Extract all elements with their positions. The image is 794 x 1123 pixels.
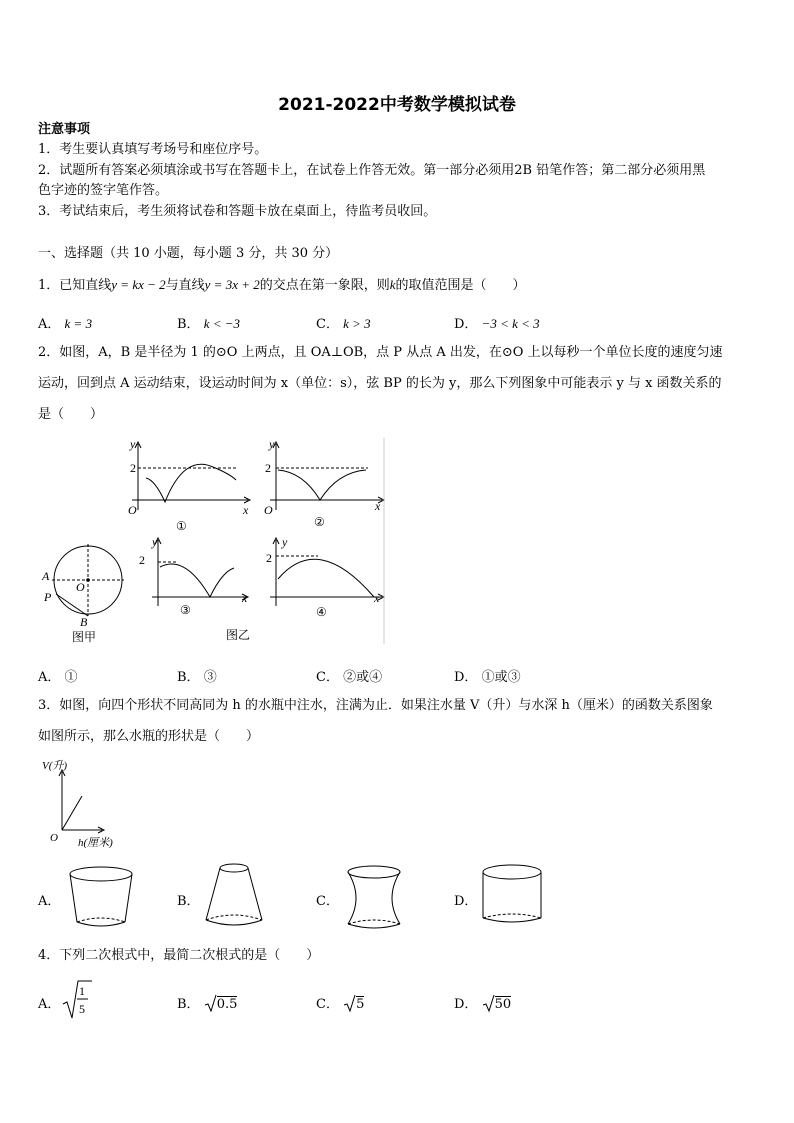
graph1-origin: O bbox=[128, 503, 137, 517]
sqrt-icon bbox=[204, 994, 217, 1014]
q2-option-a[interactable] bbox=[38, 666, 78, 685]
caption-left: 图甲 bbox=[72, 630, 97, 644]
option-text: ① bbox=[64, 670, 78, 685]
q1-text-3: 的交点在第一象限，则 bbox=[259, 278, 390, 293]
q4-option-c[interactable] bbox=[316, 993, 364, 1012]
question-2-line-2: 运动，回到点 A 运动结束，设运动时间为 x（单位：s），弦 BP 的长为 y，那么下列图象中可能表示 y 与 x 函数关系的 bbox=[38, 376, 722, 391]
option-label: D． bbox=[454, 317, 478, 332]
q1-option-b[interactable] bbox=[177, 313, 240, 332]
q1-formula-1: y = kx − 2 bbox=[111, 277, 166, 292]
question-1-stem bbox=[38, 276, 526, 294]
option-label: D． bbox=[454, 997, 478, 1012]
sqrt-expression bbox=[204, 997, 238, 1012]
radicand: 5 bbox=[356, 997, 365, 1012]
graph2-tick: 2 bbox=[265, 461, 271, 475]
option-label: B． bbox=[177, 997, 200, 1012]
graph4-number: ④ bbox=[316, 605, 327, 619]
q1-formula-2: y = 3x + 2 bbox=[204, 277, 260, 292]
option-label: A． bbox=[38, 670, 61, 685]
q2-option-d[interactable] bbox=[454, 666, 521, 685]
option-label: C． bbox=[316, 317, 339, 332]
option-text: k = 3 bbox=[64, 316, 93, 331]
graph4-x-label: x bbox=[374, 591, 380, 605]
q3-option-a-label[interactable]: A． bbox=[38, 894, 61, 909]
circle-label-o: O bbox=[76, 580, 85, 594]
q3-option-d-label[interactable]: D． bbox=[454, 894, 478, 909]
q2-figure bbox=[38, 434, 390, 650]
option-label: D． bbox=[454, 670, 478, 685]
sqrt-expression bbox=[343, 997, 364, 1012]
graph1-tick: 2 bbox=[130, 461, 136, 475]
sqrt-icon bbox=[343, 994, 356, 1014]
notes-heading: 注意事项 bbox=[38, 122, 91, 137]
graph2-y-label: y bbox=[269, 437, 275, 451]
q1-option-d[interactable] bbox=[454, 313, 540, 332]
option-text: ①或③ bbox=[481, 670, 521, 685]
option-text: ③ bbox=[203, 670, 217, 685]
graph1-y-label: y bbox=[130, 437, 136, 451]
graph2-origin: O bbox=[264, 503, 273, 517]
circle-label-b: B bbox=[80, 615, 88, 629]
q1-text-4: 的取值范围是（ ） bbox=[395, 278, 526, 293]
q1-option-c[interactable] bbox=[316, 313, 371, 332]
sqrt-expression bbox=[482, 997, 512, 1012]
graph2-x-label: x bbox=[375, 499, 381, 513]
q4-a-numerator: 1 bbox=[79, 984, 85, 998]
option-text: k > 3 bbox=[343, 316, 371, 331]
graph3-y-label: y bbox=[152, 535, 158, 549]
radicand: 50 bbox=[494, 997, 512, 1012]
bottle-b-icon[interactable] bbox=[198, 860, 270, 932]
graph4-y-label: y bbox=[282, 535, 288, 549]
q3-graph bbox=[38, 756, 138, 852]
q3-y-label: V(升) bbox=[42, 760, 68, 772]
caption-right: 图乙 bbox=[226, 628, 251, 642]
section-heading: 一、选择题（共 10 小题，每小题 3 分，共 30 分） bbox=[38, 246, 339, 261]
option-text: ②或④ bbox=[343, 670, 383, 685]
graph2-number: ② bbox=[314, 515, 325, 529]
page-title: 2021-2022中考数学模拟试卷 bbox=[278, 95, 516, 115]
q1-text-2: 与直线 bbox=[165, 278, 205, 293]
q3-origin: O bbox=[50, 832, 58, 844]
option-text: k < −3 bbox=[203, 316, 241, 331]
q1-formula-3: k bbox=[389, 277, 396, 292]
circle-label-p: P bbox=[44, 590, 52, 604]
q4-option-d[interactable] bbox=[454, 993, 511, 1012]
question-4-stem: 4．下列二次根式中，最简二次根式的是（ ） bbox=[38, 948, 320, 963]
q3-x-label: h(厘米) bbox=[78, 837, 113, 849]
question-3-line-1: 3．如图，向四个形状不同高同为 h 的水瓶中注水，注满为止．如果注水量 V（升）与水深 h（厘米）的函数关系图象 bbox=[38, 698, 713, 713]
note-item-1: 1．考生要认真填写考场号和座位序号。 bbox=[38, 142, 268, 157]
bottle-a-icon[interactable] bbox=[62, 864, 140, 934]
graph1-x-label: x bbox=[243, 503, 249, 517]
bottle-c-icon[interactable] bbox=[338, 862, 410, 934]
question-2-line-1: 2．如图，A，B 是半径为 1 的⊙O 上两点，且 OA⊥OB，点 P 从点 A 出发，在⊙O 上以每秒一个单位长度的速度匀速 bbox=[38, 345, 723, 360]
option-label: C． bbox=[316, 997, 339, 1012]
option-label: B． bbox=[177, 670, 200, 685]
q4-option-a-label[interactable]: A． bbox=[38, 997, 61, 1012]
circle-label-a: A bbox=[42, 569, 50, 583]
q4-a-denominator: 5 bbox=[79, 1002, 85, 1016]
note-item-2-cont: 色字迹的签字笔作答。 bbox=[38, 183, 169, 198]
question-3-line-2: 如图所示，那么水瓶的形状是（ ） bbox=[38, 729, 260, 744]
graph4-tick: 2 bbox=[266, 551, 272, 565]
bottle-d-icon[interactable] bbox=[476, 860, 548, 932]
graph3-x-label: x bbox=[242, 591, 248, 605]
question-2-line-3: 是（ ） bbox=[38, 407, 104, 422]
q3-option-b-label[interactable]: B． bbox=[177, 894, 200, 909]
q1-option-a[interactable] bbox=[38, 313, 92, 332]
q1-text-1: 1．已知直线 bbox=[38, 278, 112, 293]
option-label: A． bbox=[38, 317, 61, 332]
option-label: B． bbox=[177, 317, 200, 332]
sqrt-icon bbox=[482, 994, 495, 1014]
note-item-3: 3．考试结束后，考生须将试卷和答题卡放在桌面上，待监考员收回。 bbox=[38, 204, 437, 219]
note-item-2: 2．试题所有答案必须填涂或书写在答题卡上，在试卷上作答无效。第一部分必须用2B 铅笔作答；第二部分必须用黑 bbox=[38, 163, 706, 178]
graph1-number: ① bbox=[176, 519, 187, 533]
q4-option-a-radical bbox=[60, 978, 94, 1022]
q4-option-b[interactable] bbox=[177, 993, 237, 1012]
q2-option-c[interactable] bbox=[316, 666, 382, 685]
graph3-number: ③ bbox=[180, 603, 191, 617]
option-label: C． bbox=[316, 670, 339, 685]
graph3-tick: 2 bbox=[139, 553, 145, 567]
option-text: −3 < k < 3 bbox=[481, 316, 540, 331]
q3-option-c-label[interactable]: C． bbox=[316, 894, 339, 909]
q2-option-b[interactable] bbox=[177, 666, 217, 685]
radicand: 0.5 bbox=[216, 997, 238, 1012]
